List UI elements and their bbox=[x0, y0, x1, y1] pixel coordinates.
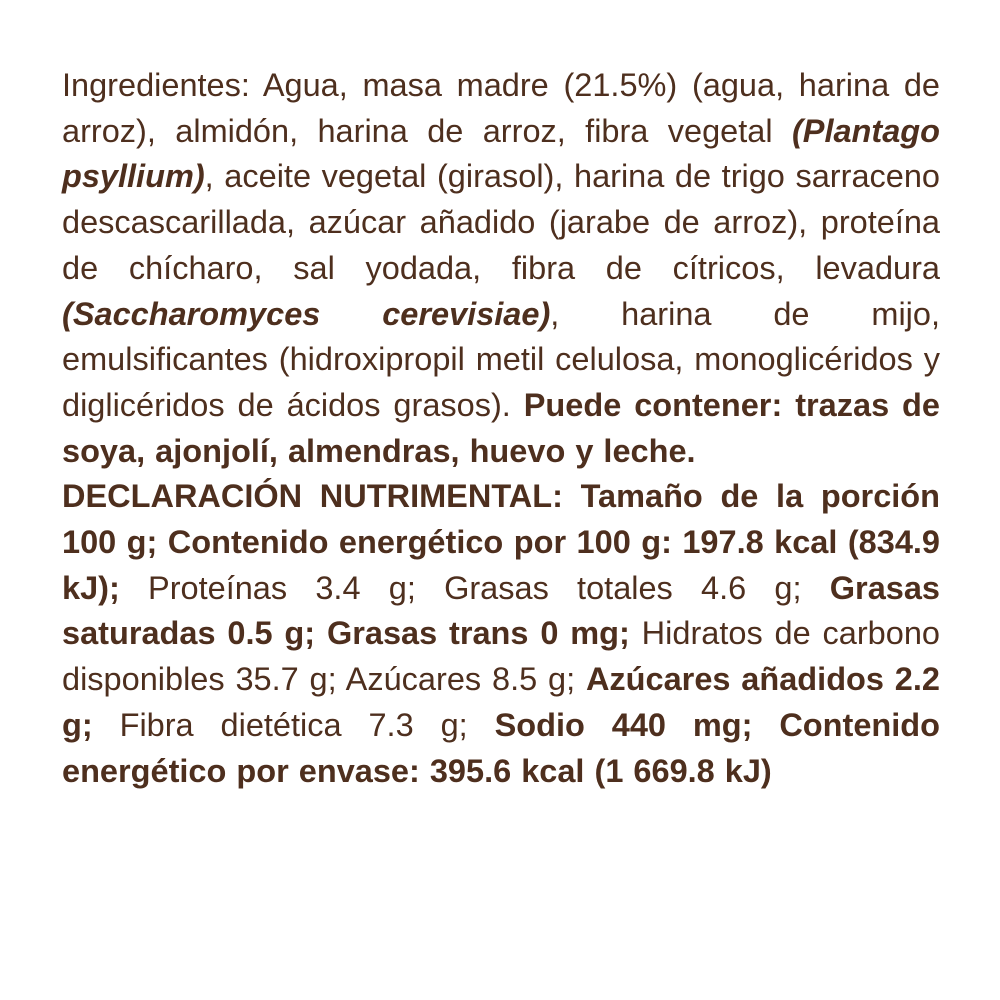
nutrition-text: Hidratos de carbono disponibles 35.7 g; Azúcares 8.5 g; bbox=[62, 615, 940, 698]
nutrition-label bbox=[62, 63, 940, 794]
nutrition-heading: DECLARACIÓN NUTRIMENTAL: Tamaño de la porción 100 g; Contenido energético por 100 g: 197.8 kcal (834.9 kJ); bbox=[62, 478, 940, 606]
nutrition-highlight: Azúcares añadidos 2.2 g; bbox=[62, 661, 940, 743]
ingredients-text: , aceite vegetal (girasol), harina de trigo sarraceno descascarillada, azúcar añadido (jarabe de arroz), proteína de chícharo, sal yodada, fibra de cítricos, levadura bbox=[62, 158, 940, 286]
ingredients-text: Ingredientes: Agua, masa madre (21.5%) (agua, harina de arroz), almidón, harina de arroz, fibra vegetal bbox=[62, 67, 940, 149]
ingredient-scientific-name: (Saccharomyces cerevisiae) bbox=[62, 295, 551, 332]
ingredients-text: , harina de mijo, emulsificantes (hidroxipropil metil celulosa, monoglicéridos y diglicéridos de ácidos grasos). bbox=[62, 295, 940, 423]
nutrition-highlight: Grasas saturadas 0.5 g; Grasas trans 0 mg; bbox=[62, 569, 940, 652]
allergen-warning: Puede contener: trazas de soya, ajonjolí, almendras, huevo y leche. bbox=[62, 386, 940, 469]
nutrition-text: Proteínas 3.4 g; Grasas totales 4.6 g; bbox=[119, 569, 830, 606]
nutrition-text: Fibra dietética 7.3 g; bbox=[92, 706, 495, 743]
nutrition-highlight: Sodio 440 mg; Contenido energético por envase: 395.6 kcal (1 669.8 kJ) bbox=[62, 706, 941, 789]
ingredients-paragraph bbox=[62, 63, 940, 474]
nutrition-paragraph bbox=[62, 474, 940, 794]
ingredient-scientific-name: (Plantago psyllium) bbox=[62, 112, 940, 195]
